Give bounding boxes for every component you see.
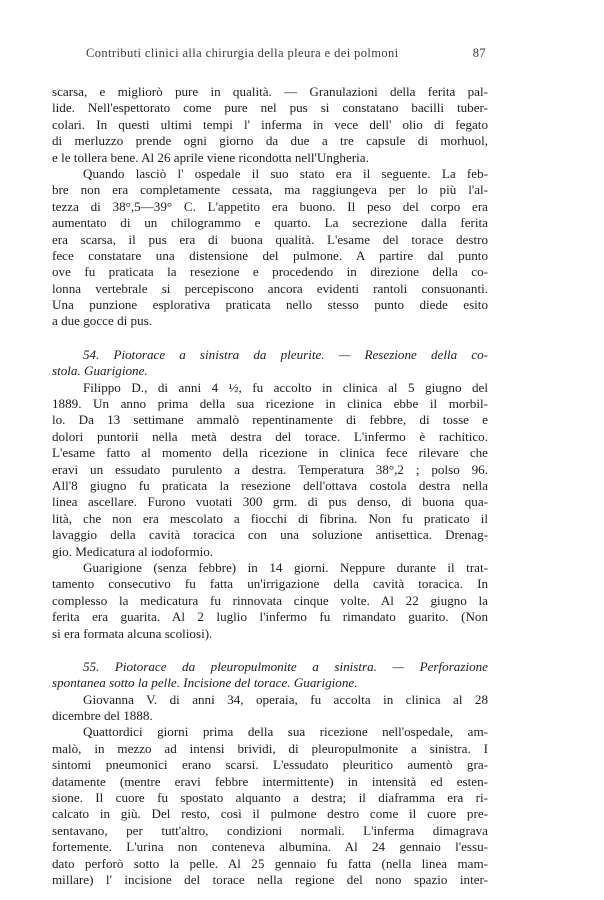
text-line: si era formata alcuna scoliosi). (52, 625, 213, 641)
case-heading: stola. Guarigione. (52, 363, 148, 379)
text-line: tezza di 38°,5—39° C. L'appetito era buono. Il peso del corpo era (52, 198, 488, 214)
text-line: lo. Da 13 settimane ammalò repentinamente di febbre, di tosse e (52, 412, 488, 428)
text-line: dolori puntorii nella metà destra del torace. L'infermo è rachitico. (52, 428, 488, 444)
text-line: Guarigione (senza febbre) in 14 giorni. Neppure durante il trat- (83, 559, 488, 575)
text-line: lonna vertebrale si percepiscono ancora evidenti rantoli consuonanti. (52, 280, 488, 296)
text-line: linea ascellare. Furono vuotati 300 grm. di pus denso, di buona qua- (52, 494, 488, 510)
text-line: ferita era guarita. Al 2 luglio l'infermo fu rimandato guarito. (Non (52, 609, 488, 625)
case-55 (52, 659, 488, 888)
text-line: sentavano, per tutt'altro, condizioni normali. L'inferma dimagrava (52, 822, 488, 838)
text-line: fece constatare una distensione del pulmone. A partire dal punto (52, 247, 488, 263)
text-line: fortemente. L'urina non conteneva albumina. Al 24 gennaio l'essu- (52, 839, 488, 855)
text-line: Filippo D., di anni 4 ½, fu accolto in clinica al 5 giugno del (83, 379, 488, 395)
text-line: lavaggio della cavità toracica con una soluzione antisettica. Drenag- (52, 527, 488, 543)
text-line: eravi un essudato purulento a destra. Temperatura 38°,2 ; polso 96. (52, 461, 488, 477)
text-line: sione. Il cuore fu spostato alquanto a destra; il diaframma era ri- (52, 790, 488, 806)
text-line: datamente (mentre eravi febbre intermittente) in intensità ed esten- (52, 773, 488, 789)
section-gap (52, 330, 488, 347)
text-line: millare) l' incisione del torace nella regione del nono spazio inter- (52, 871, 488, 887)
text-line: Quattordici giorni prima della sua ricezione nell'ospedale, am- (83, 724, 488, 740)
text-line: L'esame fatto al momento della ricezione in clinica fece rilevare che (52, 445, 488, 461)
text-line: colari. In questi ultimi tempi l' inferma in vece dell' olio di fegato (52, 116, 488, 132)
text-line: All'8 giugno fu praticata la resezione dell'ottava costola destra nella (52, 477, 488, 493)
running-header (86, 46, 486, 66)
continuation-text (52, 84, 488, 330)
case-54 (52, 347, 488, 642)
text-line: gio. Medicatura al iodoformio. (52, 543, 214, 559)
text-line: ove fu praticata la resezione e procedendo in direzione della co- (52, 264, 488, 280)
text-line: e le tollera bene. Al 26 aprile viene ricondotta nell'Ungheria. (52, 149, 369, 165)
running-title: Contributi clinici alla chirurgia della pleura e dei polmoni (86, 46, 399, 60)
text-line: a due gocce di pus. (52, 313, 152, 329)
case-heading: 55. Piotorace da pleuropulmonite a sinistra. — Perforazione (83, 658, 488, 674)
text-line: scarsa, e migliorò pure in qualità. — Granulazioni della ferita pal- (52, 84, 488, 99)
text-line: aumentato di un chilogrammo e quarto. La secrezione dalla ferita (52, 215, 488, 231)
text-line: sintomi pneumonici erano scarsi. L'essudato pleuritico aumentò gra- (52, 757, 488, 773)
text-line: 1889. Un anno prima della sua ricezione in clinica ebbe il morbil- (52, 396, 488, 412)
text-line: dato perforò sotto la pelle. Al 25 gennaio fu fatta (nella linea mam- (52, 855, 488, 871)
case-heading: 54. Piotorace a sinistra da pleurite. — Resezione della co- (83, 346, 488, 362)
text-line: Una punzione esplorativa praticata nello stesso punto diede esito (52, 297, 488, 313)
text-line: dicembre del 1888. (52, 708, 153, 724)
text-line: era scarsa, il pus era di buona qualità. L'esame del torace destro (52, 231, 488, 247)
text-line: Giovanna V. di anni 34, operaia, fu accolta in clinica al 28 (83, 691, 488, 707)
text-line: bre non era completamente cessata, ma raggiungeva per lo più l'al- (52, 182, 488, 198)
text-line: complesso la medicatura fu rinnovata cinque volte. Al 22 giugno la (52, 592, 488, 608)
text-line: calcato in giù. Del resto, così il pulmone destro come il cuore pre- (52, 806, 488, 822)
page-number: 87 (472, 46, 486, 60)
section-gap (52, 642, 488, 659)
text-line: lide. Nell'espettorato come pure nel pus si constatano bacilli tuber- (52, 100, 488, 116)
case-heading: spontanea sotto la pelle. Incisione del torace. Guarigione. (52, 675, 358, 691)
text-line: Quando lasciò l' ospedale il suo stato era il seguente. La feb- (83, 165, 488, 181)
text-line: tamento consecutivo fu fatta un'irrigazione della cavità toracica. In (52, 576, 488, 592)
page-body (52, 84, 488, 888)
text-line: malò, in mezzo ad intensi brividi, di pleuropulmonite a sinistra. I (52, 740, 488, 756)
text-line: lità, che non era mescolato a fiocchi di fibrina. Non fu praticato il (52, 510, 488, 526)
text-line: di merluzzo prende ogni giorno da due a tre capsule di morhuol, (52, 133, 488, 149)
